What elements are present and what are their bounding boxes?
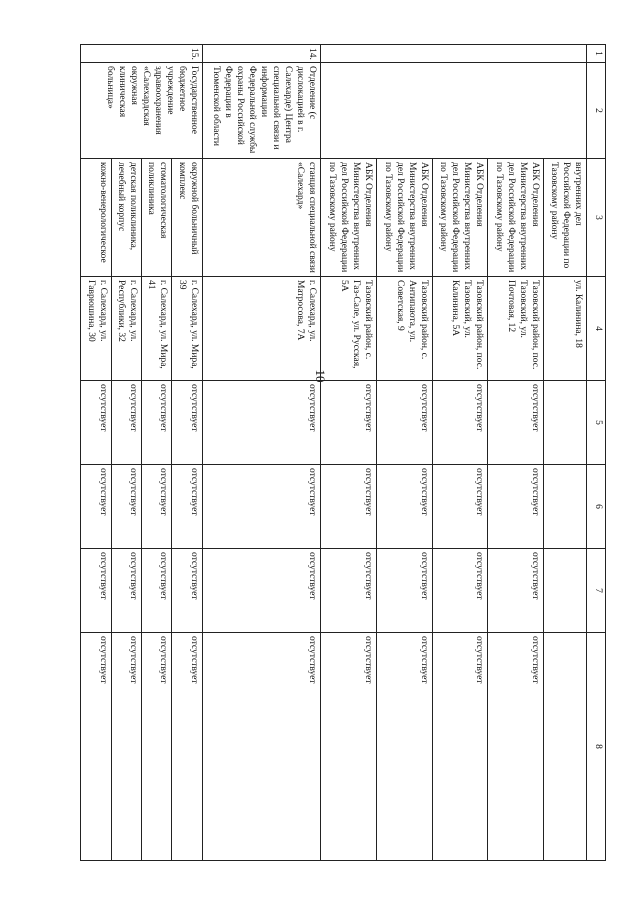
header-col-3: 3 xyxy=(587,159,606,277)
cell-col-8: отсутствует xyxy=(172,633,202,861)
cell-col-6: отсутствует xyxy=(172,465,202,549)
cell-col-4: Тазовский район, с. Газ-Сале, ул. Русская, 5А xyxy=(321,277,377,381)
table-row xyxy=(111,45,141,861)
header-col-5: 5 xyxy=(587,381,606,465)
table-row xyxy=(377,45,433,861)
cell-col-7 xyxy=(543,549,586,633)
cell-col-5: отсутствует xyxy=(432,381,488,465)
cell-col-7: отсутствует xyxy=(321,549,377,633)
header-row xyxy=(587,45,606,861)
organization-name: Государственное бюджетное учреждение здравоохранения «Салехардская окружная клиническая больница» xyxy=(81,63,203,159)
table-row xyxy=(543,45,586,861)
cell-col-3: АБК Отделения Министерства внутренних дел Российской Федерации по Тазовскому району xyxy=(377,159,433,277)
header-col-8: 8 xyxy=(587,633,606,861)
cell-col-6: отсутствует xyxy=(377,465,433,549)
cell-col-8: отсутствует xyxy=(81,633,112,861)
cell-col-7: отсутствует xyxy=(488,549,544,633)
cell-col-4: г. Салехард, ул. Мира, 41 xyxy=(141,277,171,381)
cell-col-8: отсутствует xyxy=(111,633,141,861)
cell-col-5: отсутствует xyxy=(377,381,433,465)
cell-col-8: отсутствует xyxy=(202,633,321,861)
cell-col-4: Тазовский район, пос. Тазовский, ул. Калинина, 5А xyxy=(432,277,488,381)
cell-col-5: отсутствует xyxy=(141,381,171,465)
cell-col-3: внутренних дел Российской Федерации по Тазовскому району xyxy=(543,159,586,277)
header-col-4: 4 xyxy=(587,277,606,381)
cell-col-8: отсутствует xyxy=(377,633,433,861)
cell-col-4: Тазовский район, пос. Тазовский, ул. Почтовая, 12 xyxy=(488,277,544,381)
cell-col-8: отсутствует xyxy=(321,633,377,861)
cell-col-4: Тазовский район, с. Антипаюта, ул. Советская, 9 xyxy=(377,277,433,381)
cell-col-3: кожно-венерологическое xyxy=(81,159,112,277)
table-row xyxy=(202,45,321,861)
cell-col-5 xyxy=(543,381,586,465)
cell-col-7: отсутствует xyxy=(141,549,171,633)
cell-col-4: г. Салехард, ул. Матросова, 7А xyxy=(202,277,321,381)
table-row xyxy=(321,45,377,861)
table-row xyxy=(141,45,171,861)
cell-col-7: отсутствует xyxy=(172,549,202,633)
cell-col-6: отсутствует xyxy=(111,465,141,549)
header-col-1: 1 xyxy=(587,45,606,63)
cell-col-5: отсутствует xyxy=(172,381,202,465)
table-row xyxy=(432,45,488,861)
row-number: 15. xyxy=(81,45,203,63)
cell-col-4: г. Салехард, ул. Мира, 39 xyxy=(172,277,202,381)
cell-col-3: детская поликлиника, лечебный корпус xyxy=(111,159,141,277)
row-number: 14. xyxy=(202,45,321,63)
cell-col-5: отсутствует xyxy=(488,381,544,465)
cell-col-8 xyxy=(543,633,586,861)
table-body xyxy=(81,45,587,861)
rotated-table-container xyxy=(80,44,606,860)
cell-col-6: отсутствует xyxy=(202,465,321,549)
cell-col-6: отсутствует xyxy=(141,465,171,549)
cell-col-3: окружной больничный комплекс xyxy=(172,159,202,277)
cell-col-5: отсутствует xyxy=(202,381,321,465)
header-col-2: 2 xyxy=(587,63,606,159)
cell-col-7: отсутствует xyxy=(111,549,141,633)
header-col-7: 7 xyxy=(587,549,606,633)
page-number: 10 xyxy=(313,369,328,383)
table-wrapper xyxy=(80,44,606,860)
cell-col-8: отсутствует xyxy=(432,633,488,861)
cell-col-4: г. Салехард, ул. Гаврюшина, 30 xyxy=(81,277,112,381)
cell-col-8: отсутствует xyxy=(141,633,171,861)
cell-col-7: отсутствует xyxy=(202,549,321,633)
table-row xyxy=(488,45,544,861)
cell-col-6: отсутствует xyxy=(321,465,377,549)
cell-col-6: отсутствует xyxy=(432,465,488,549)
cell-col-3: станция специальной связи «Салехард» xyxy=(202,159,321,277)
cell-col-8: отсутствует xyxy=(488,633,544,861)
table-row xyxy=(172,45,202,861)
cell-col-5: отсутствует xyxy=(81,381,112,465)
cell-col-6: отсутствует xyxy=(488,465,544,549)
header-col-6: 6 xyxy=(587,465,606,549)
cell-col-3: стоматологическая поликлиника xyxy=(141,159,171,277)
cell-col-7: отсутствует xyxy=(377,549,433,633)
cell-col-3: АБК Отделения Министерства внутренних дел Российской Федерации по Тазовскому району xyxy=(321,159,377,277)
cell-col-3: АБК Отделения Министерства внутренних дел Российской Федерации по Тазовскому району xyxy=(432,159,488,277)
cell-col-4: г. Салехард, ул. Республики, 32 xyxy=(111,277,141,381)
cell-col-6 xyxy=(543,465,586,549)
cell-col-6: отсутствует xyxy=(81,465,112,549)
cell-col-4: ул. Калинина, 18 xyxy=(543,277,586,381)
cell-col-5: отсутствует xyxy=(321,381,377,465)
objects-table xyxy=(80,44,606,861)
cell-col-7: отсутствует xyxy=(81,549,112,633)
cell-col-3: АБК Отделения Министерства внутренних дел Российской Федерации по Тазовскому району xyxy=(488,159,544,277)
table-row xyxy=(81,45,112,861)
organization-name xyxy=(321,63,587,159)
cell-col-7: отсутствует xyxy=(432,549,488,633)
organization-name: Отделение (с дислокацией в г. Салехарде) Центра специальной связи и информации Федеральной службы охраны Российской Федерации в Тюменской области xyxy=(202,63,321,159)
cell-col-5: отсутствует xyxy=(111,381,141,465)
row-number xyxy=(321,45,587,63)
